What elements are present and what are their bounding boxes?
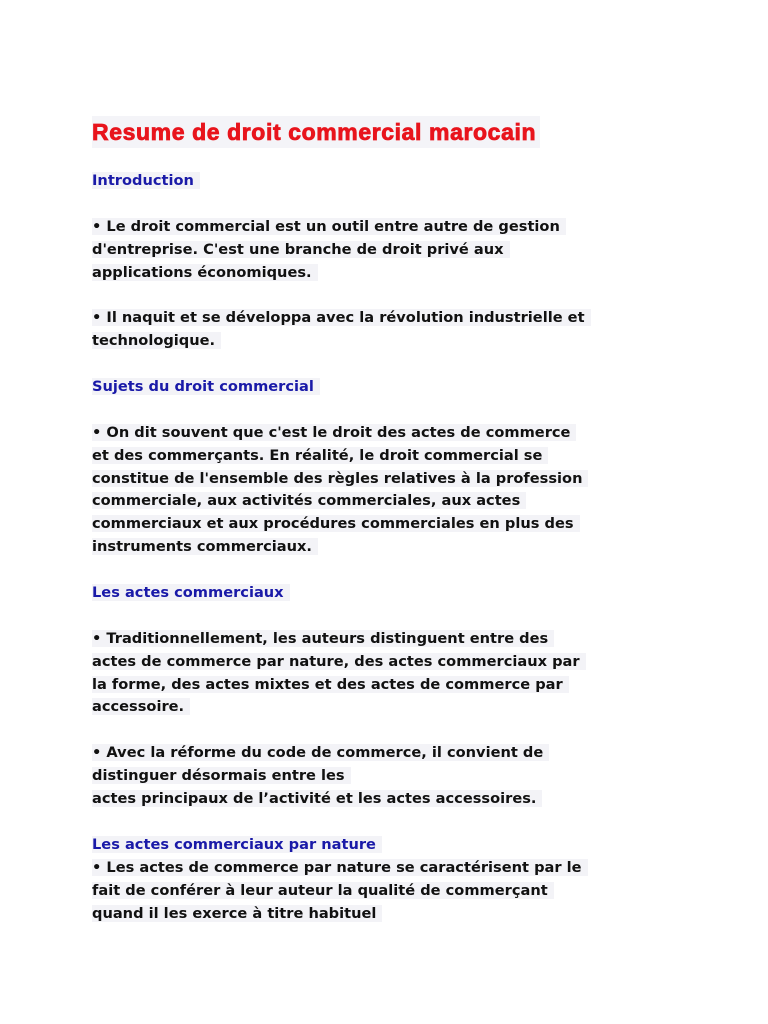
paragraph-line bbox=[92, 742, 591, 765]
paragraph-line bbox=[92, 903, 591, 926]
line-text: d'entreprise. C'est une branche de droit privé aux bbox=[92, 241, 510, 258]
section-heading bbox=[92, 834, 591, 857]
line-text: actes principaux de l’activité et les actes accessoires. bbox=[92, 790, 542, 807]
line-text: fait de conférer à leur auteur la qualité de commerçant bbox=[92, 882, 554, 899]
document-page bbox=[92, 116, 591, 925]
paragraph-line bbox=[92, 880, 591, 903]
line-text: • On dit souvent que c'est le droit des actes de commerce bbox=[92, 424, 576, 441]
paragraph-line bbox=[92, 490, 591, 513]
paragraph-line bbox=[92, 674, 591, 697]
paragraph-line bbox=[92, 536, 591, 559]
paragraph-line bbox=[92, 696, 591, 719]
paragraph-line bbox=[92, 262, 591, 285]
blank-line bbox=[92, 284, 591, 307]
blank-line bbox=[92, 719, 591, 742]
line-text: la forme, des actes mixtes et des actes de commerce par bbox=[92, 676, 569, 693]
section-heading bbox=[92, 376, 591, 399]
line-text: commerciale, aux activités commerciales, aux actes bbox=[92, 492, 526, 509]
blank-line bbox=[92, 605, 591, 628]
line-text: quand il les exerce à titre habituel bbox=[92, 905, 382, 922]
line-text: et des commerçants. En réalité, le droit commercial se bbox=[92, 447, 548, 464]
paragraph-line bbox=[92, 513, 591, 536]
line-text: technologique. bbox=[92, 332, 221, 349]
paragraph-line bbox=[92, 330, 591, 353]
line-text: • Avec la réforme du code de commerce, il convient de bbox=[92, 744, 549, 761]
line-text: accessoire. bbox=[92, 698, 190, 715]
paragraph-line bbox=[92, 422, 591, 445]
document-title: Resume de droit commercial marocain bbox=[92, 116, 540, 148]
paragraph-line bbox=[92, 628, 591, 651]
paragraph-line bbox=[92, 239, 591, 262]
line-text: • Le droit commercial est un outil entre autre de gestion bbox=[92, 218, 566, 235]
blank-line bbox=[92, 811, 591, 834]
paragraph-line bbox=[92, 445, 591, 468]
heading-text: Les actes commerciaux par nature bbox=[92, 836, 382, 853]
paragraph-line bbox=[92, 468, 591, 491]
heading-text: Introduction bbox=[92, 172, 200, 189]
line-text: commerciaux et aux procédures commerciales en plus des bbox=[92, 515, 580, 532]
paragraph-line bbox=[92, 307, 591, 330]
paragraph-line bbox=[92, 765, 591, 788]
line-text: • Les actes de commerce par nature se caractérisent par le bbox=[92, 859, 588, 876]
paragraph-line bbox=[92, 651, 591, 674]
paragraph-line bbox=[92, 857, 591, 880]
line-text: • Il naquit et se développa avec la révolution industrielle et bbox=[92, 309, 591, 326]
line-text: actes de commerce par nature, des actes commerciaux par bbox=[92, 653, 586, 670]
blank-line bbox=[92, 193, 591, 216]
document-body bbox=[92, 170, 591, 925]
blank-line bbox=[92, 399, 591, 422]
section-heading bbox=[92, 170, 591, 193]
line-text: constitue de l'ensemble des règles relatives à la profession bbox=[92, 470, 588, 487]
line-text: distinguer désormais entre les bbox=[92, 767, 351, 784]
blank-line bbox=[92, 353, 591, 376]
heading-text: Sujets du droit commercial bbox=[92, 378, 320, 395]
heading-text: Les actes commerciaux bbox=[92, 584, 290, 601]
line-text: instruments commerciaux. bbox=[92, 538, 318, 555]
section-heading bbox=[92, 582, 591, 605]
blank-line bbox=[92, 559, 591, 582]
line-text: • Traditionnellement, les auteurs distinguent entre des bbox=[92, 630, 554, 647]
line-text: applications économiques. bbox=[92, 264, 318, 281]
paragraph-line bbox=[92, 788, 591, 811]
paragraph-line bbox=[92, 216, 591, 239]
